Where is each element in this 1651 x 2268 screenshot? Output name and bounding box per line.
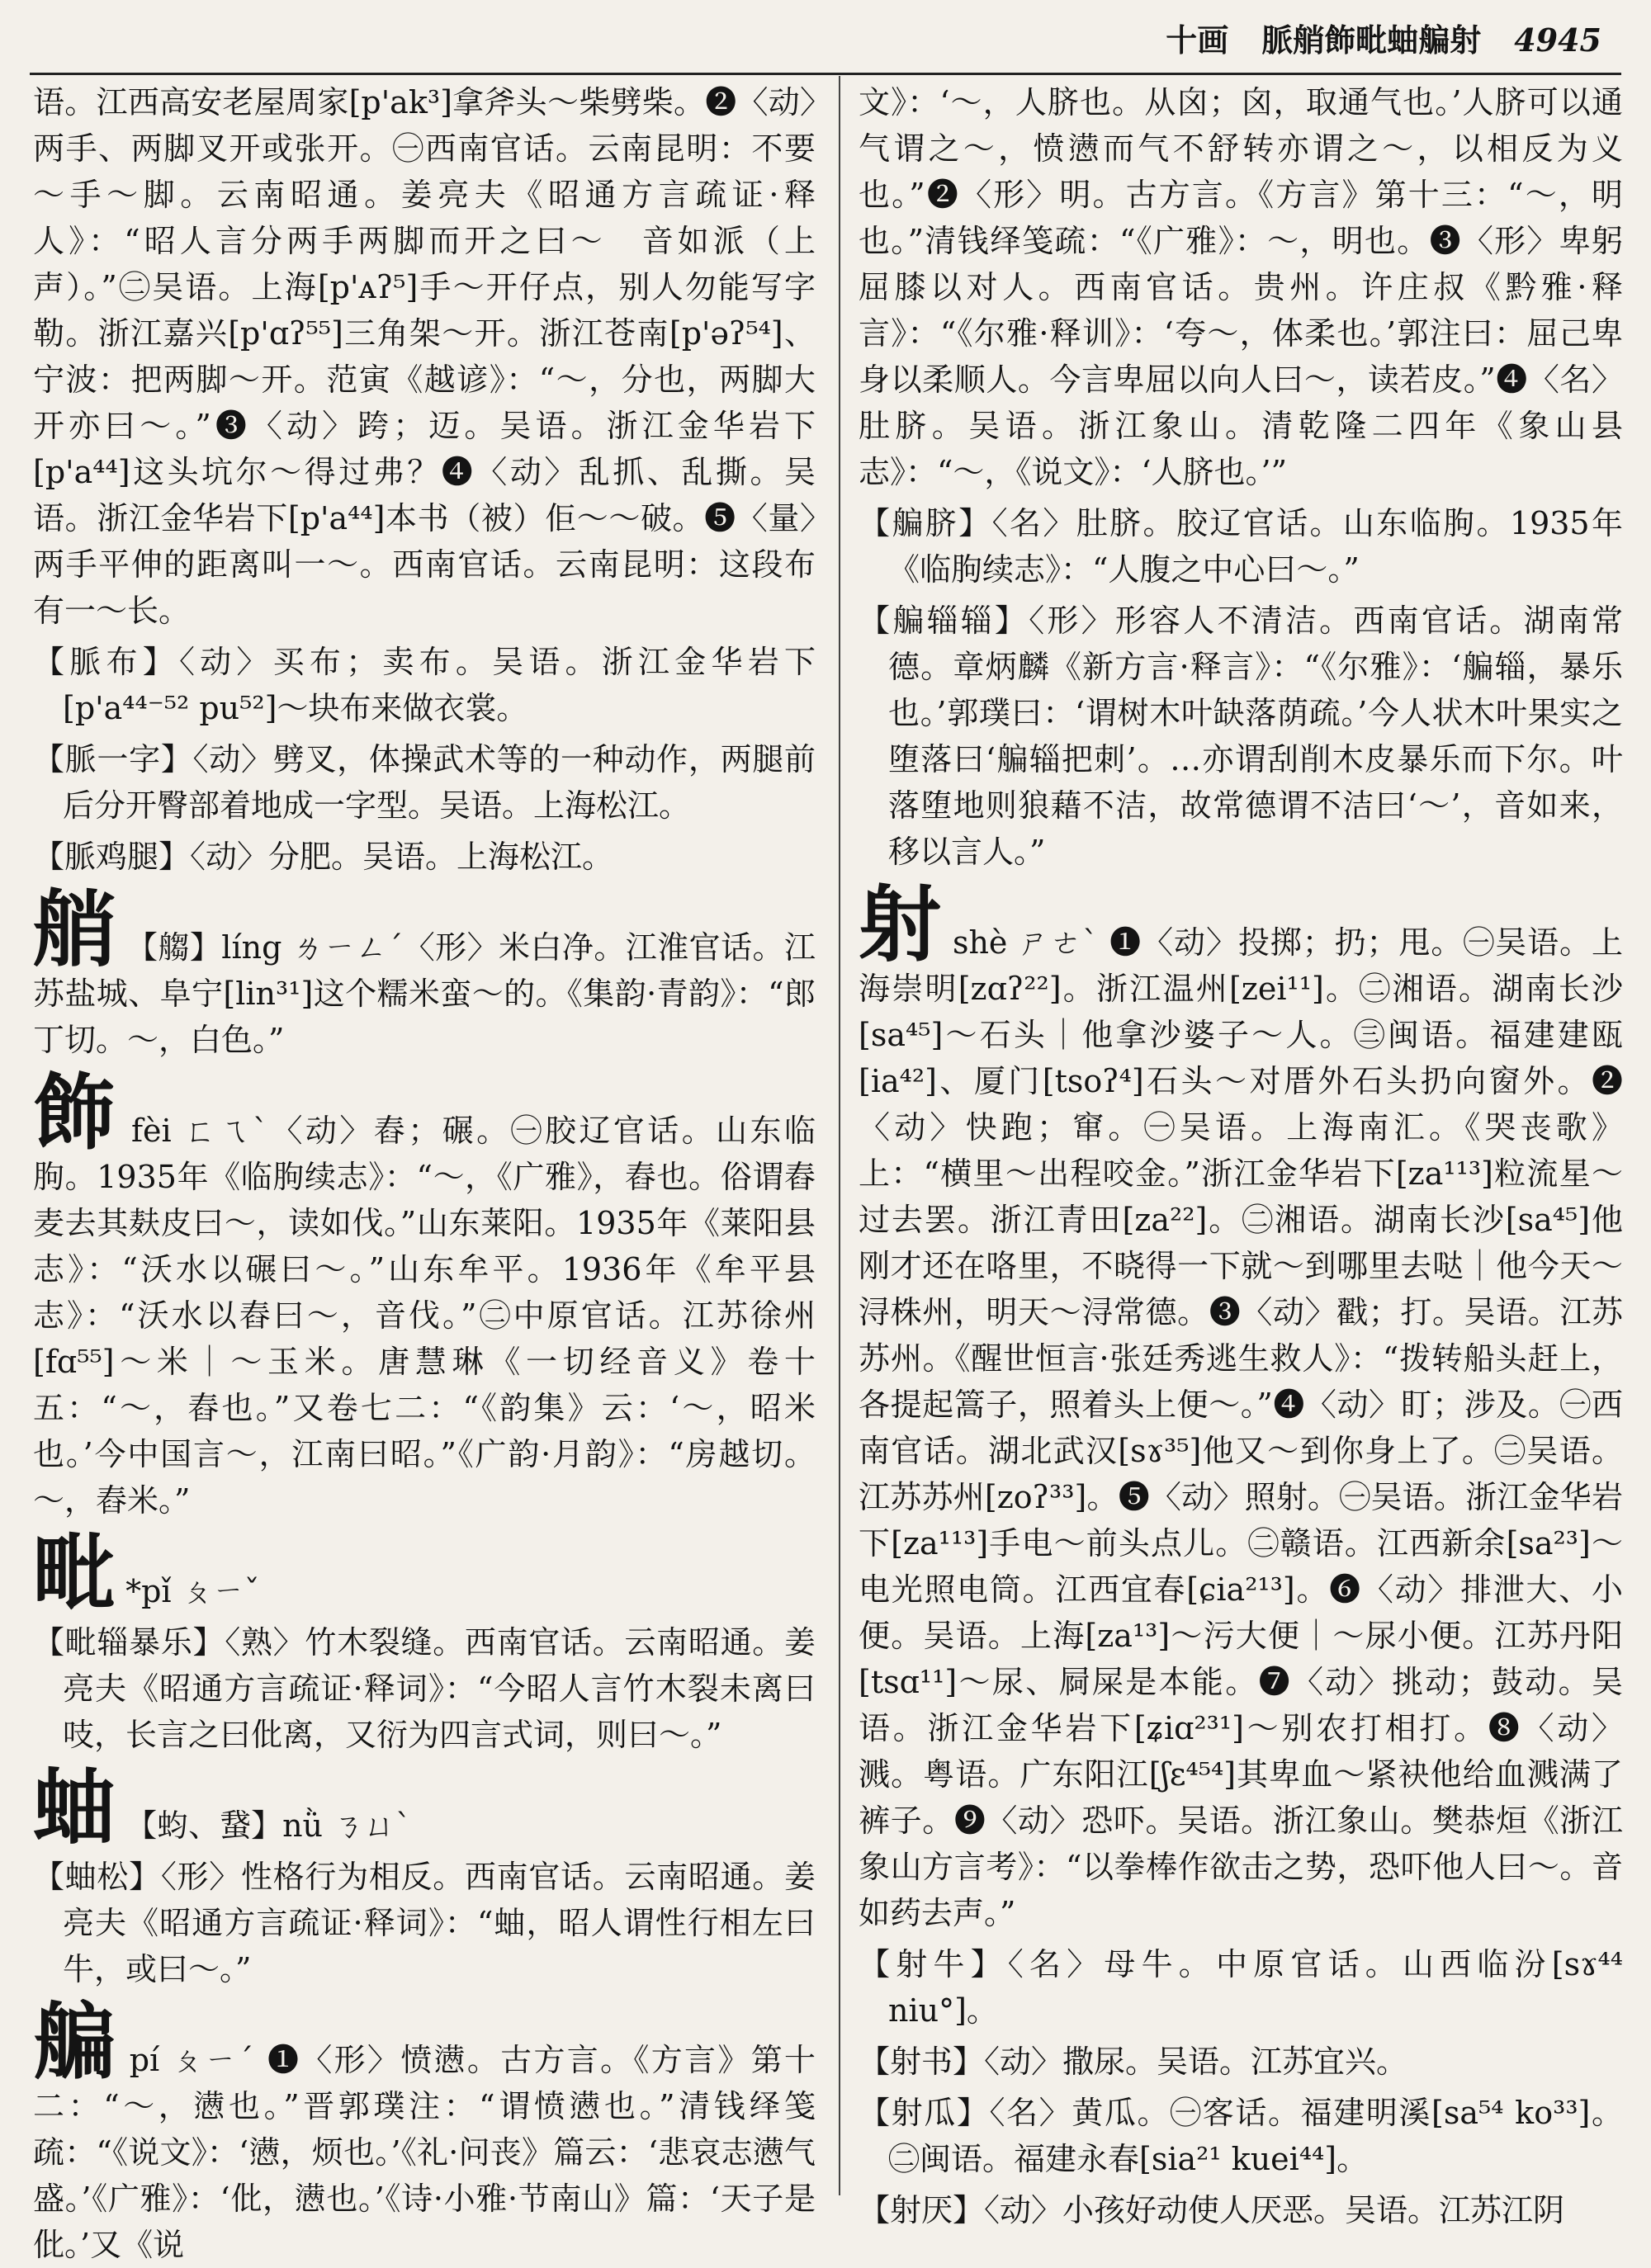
headword-entry: [33, 1993, 816, 2268]
running-header: [842, 15, 1601, 73]
header-chars: 脈艄飾毗蚰艑射: [1261, 21, 1482, 59]
headword-char: 艄: [33, 881, 116, 978]
entry-text: shè ㄕㄜˋ ❶〈动〉投掷；扔；甩。㊀吴语。上海崇明[zɑʔ²²]。浙江温州[zei¹¹]。㊁湘语。湖南长沙[sa⁴⁵]～石头｜他拿沙婆子～人。㊂闽语。福建建瓯[ia⁴²]、厦门[tsoʔ⁴]石头～对厝外石头扔向窗外。❷〈动〉快跑；窜。㊀吴语。上海南汇。《哭丧歌》上：“横里～出程咬金。”浙江金华岩下[za¹¹³]粒流星～过去罢。浙江青田[za²²]。㊁湘语。湖南长沙[sa⁴⁵]他刚才还在咯里，不晓得一下就～到哪里去哒｜他今天～浔株州，明天～浔常德。❸〈动〉戳；打。吴语。江苏苏州。《醒世恒言·张廷秀逃生救人》：“拨转船头赶上，各提起篙子，照着头上便～。”❹〈动〉盯；涉及。㊀西南官话。湖北武汉[sɤ³⁵]他又～到你身上了。㊁吴语。江苏苏州[zoʔ³³]。❺〈动〉照射。㊀吴语。浙江金华岩下[za¹¹³]手电～前头点儿。㊁赣语。江西新余[sa²³]～电光照电筒。江西宜春[ɕia²¹³]。❻〈动〉排泄大、小便。吴语。上海[za¹³]～污大便｜～尿小便。江苏丹阳[tsɑ¹¹]～尿、屙屎是本能。❼〈动〉挑动；鼓动。吴语。浙江金华岩下[ʑiɑ²³¹]～别农打相打。❽〈动〉溅。粤语。广东阳江[ʃɛ⁴⁵⁴]其卑血～紧袂他给血溅满了裤子。❾〈动〉恐吓。吴语。浙江象山。樊恭烜《浙江象山方言考》：“以拳棒作欲击之势，恐吓他人曰～。音如药去声。”: [859, 924, 1624, 1931]
entry-text: pí ㄆㄧˊ ❶〈形〉愤懑。古方言。《方言》第十二：“～，懑也。”晋郭璞注：“谓愤懑也。”清钱绎笺疏：“《说文》：‘懑，烦也。’《礼·问丧》篇云：‘悲哀志懑气盛。’《广雅》：‘仳，懑也。’《诗·小雅·节南山》篇：‘天子是仳。’又《说: [33, 2042, 816, 2263]
entry-text: 【蚐、䖸】nǜ ㄋㄩˋ: [116, 1807, 412, 1844]
section-label: 十画: [1166, 21, 1229, 59]
right-column: [859, 79, 1624, 2228]
sub-entry: 【毗辎暴乐】〈熟〉竹木裂缝。西南官话。云南昭通。姜亮夫《昭通方言疏证·释词》：“今昭人言竹木裂未离曰吱，长言之曰仳离，又衍为四言式词，则曰～。”: [33, 1624, 816, 1753]
column-divider: [839, 76, 840, 2195]
headword-char: 蚰: [33, 1759, 116, 1856]
sub-entry: 【脈鸡腿】〈动〉分肥。吴语。上海松江。: [33, 839, 614, 875]
sub-entry: 【艑辎辎】〈形〉形容人不清洁。西南官话。湖南常德。章炳麟《新方言·释言》：“《尔雅》：‘艑辎，暴乐也。’郭璞曰：‘谓树木叶缺落荫疏。’今人状木叶果实之堕落曰‘艑辎把刺’。…亦谓刮削木皮暴乐而下尔。叶落堕地则狼藉不洁，故常德谓不洁曰‘～’，音如来，移以言人。”: [859, 602, 1623, 870]
sub-entry: 【射书】〈动〉撒尿。吴语。江苏宜兴。: [859, 2044, 1408, 2080]
headword-entry: [33, 1524, 816, 1622]
entry-text: 【䑼】líng ㄌㄧㄥˊ〈形〉米白净。江淮官话。江苏盐城、阜宁[lin³¹]这个糯米蛮～的。《集韵·青韵》：“郎丁切。～，白色。”: [33, 929, 816, 1058]
headword-entry: [33, 881, 816, 1063]
headword-entry: [33, 1759, 816, 1856]
sub-entry: 【射瓜】〈名〉黄瓜。㊀客话。福建明溪[sa⁵⁴ ko³³]。㊁闽语。福建永春[sia²¹ kuei⁴⁴]。: [859, 2095, 1623, 2177]
left-column: [33, 79, 816, 2263]
entry-text: *pǐ ㄆㄧˇ: [116, 1573, 260, 1609]
sub-entry: 【射厌】〈动〉小孩好动使人厌恶。吴语。江苏江阴: [859, 2192, 1565, 2228]
continued-text: 语。江西高安老屋周家[p'ak³]拿斧头～柴劈柴。❷〈动〉两手、两脚叉开或张开。㊀西南官话。云南昆明：不要～手～脚。云南昭通。姜亮夫《昭通方言疏证·释人》：“昭人言分两手两脚而开之曰～ 音如派（上声）。”㊁吴语。上海[p'ᴀʔ⁵]手～开仔点，别人勿能写字勒。浙江嘉兴[p'ɑʔ⁵⁵]三角架～开。浙江苍南[p'əʔ⁵⁴]、宁波：把两脚～开。范寅《越谚》：“～，分也，两脚大开亦曰～。”❸〈动〉跨；迈。吴语。浙江金华岩下[p'a⁴⁴]这头坑尔～得过弗？❹〈动〉乱抓、乱撕。吴语。浙江金华岩下[p'a⁴⁴]本书（被）佢～～破。❺〈量〉两手平伸的距离叫一～。西南官话。云南昆明：这段布有一～长。: [33, 84, 816, 629]
headword-char: 飾: [33, 1064, 119, 1161]
headword-entry: [859, 876, 1624, 1936]
page-number: 4945: [1514, 21, 1601, 59]
headword-entry: [33, 1064, 816, 1524]
sub-entry: 【射牛】〈名〉母牛。中原官话。山西临汾[sɤ⁴⁴ niu°]。: [859, 1946, 1623, 2029]
sub-entry: 【脈一字】〈动〉劈叉，体操武术等的一种动作，两腿前后分开臀部着地成一字型。吴语。上海松江。: [33, 741, 816, 824]
header-rule: [30, 73, 1621, 75]
sub-entry: 【蚰松】〈形〉性格行为相反。西南官话。云南昭通。姜亮夫《昭通方言疏证·释词》：“蚰，昭人谓性行相左曰牛，或曰～。”: [33, 1859, 816, 1987]
sub-entry: 【脈布】〈动〉买布；卖布。吴语。浙江金华岩下[p'a⁴⁴⁻⁵² pu⁵²]～块布来做衣裳。: [33, 644, 816, 726]
sub-entry: 【艑脐】〈名〉肚脐。胶辽官话。山东临朐。1935年《临朐续志》：“人腹之中心曰～。”: [859, 505, 1623, 588]
entry-text: fèi ㄈㄟˋ〈动〉舂；碾。㊀胶辽官话。山东临朐。1935年《临朐续志》：“～，《广雅》，舂也。俗谓舂麦去其麸皮曰～，读如伐。”山东莱阳。1935年《莱阳县志》：“沃水以碾曰～。”山东牟平。1936年《牟平县志》：“沃水以舂曰～，音伐。”㊁中原官话。江苏徐州[fɑ⁵⁵]～米｜～玉米。唐慧琳《一切经音义》卷十五：“～，舂也。”又卷七二：“《韵集》云：‘～，昭米也。’今中国言～，江南曰昭。”《广韵·月韵》：“房越切。～，舂米。”: [33, 1113, 816, 1519]
headword-char: 毗: [33, 1524, 116, 1622]
continued-text: 文》：‘～，人脐也。从囟；囟，取通气也。’人脐可以通气谓之～，愤懑而气不舒转亦谓之～，以相反为义也。”❷〈形〉明。古方言。《方言》第十三：“～，明也。”清钱绎笺疏：“《广雅》：～，明也。❸〈形〉卑躬屈膝以对人。西南官话。贵州。许庄叔《黔雅·释言》：“《尔雅·释训》：‘夸～，体柔也。’郭注曰：屈己卑身以柔顺人。今言卑屈以向人曰～，读若皮。”❹〈名〉肚脐。吴语。浙江象山。清乾隆二四年《象山县志》：“～，《说文》：‘人脐也。’”: [859, 84, 1623, 490]
headword-char: 射: [859, 876, 942, 973]
headword-char: 艑: [33, 1993, 118, 2091]
